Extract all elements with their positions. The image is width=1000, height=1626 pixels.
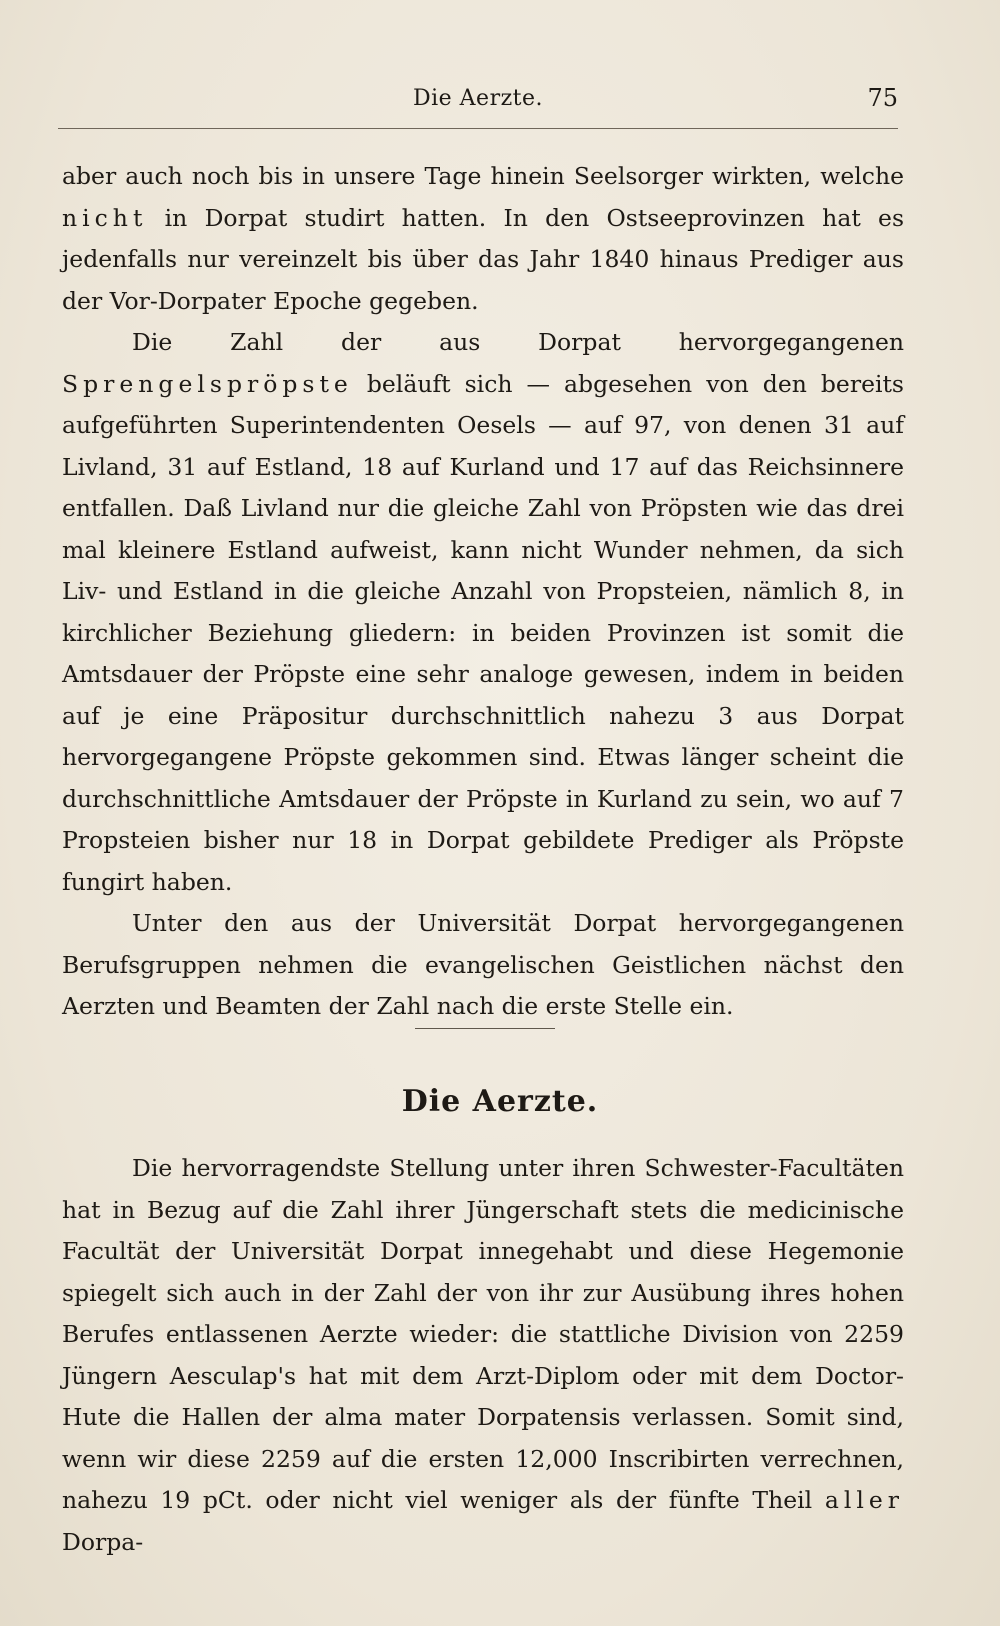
emphasis-spaced: aller	[824, 1486, 904, 1514]
section-divider	[415, 1028, 555, 1029]
text-run: Die Zahl der aus Dorpat hervorgegangenen	[132, 328, 904, 356]
text-run: in Dorpat studirt hatten. In den Ostseeprovinzen hat es jedenfalls nur vereinzelt bis über das Jahr 1840 hinaus Prediger aus der Vor-Dorpater Epoche gegeben.	[62, 203, 904, 315]
text-run: beläuft sich — abgesehen von den bereits aufgeführten Superintendenten Oesels — auf 97, von denen 31 auf Livland, 31 auf Estland, 18 auf Kurland und 17 auf das Reichsinnere entfallen. Daß Livland nur die gleiche Zahl von Pröpsten wie das drei mal kleinere Estland aufweist, kann nicht Wunder nehmen, da sich Liv- und Estland in die gleiche Anzahl von Propsteien, nämlich 8, in kirchlicher Beziehung gliedern: in beiden Provinzen ist somit die Amtsdauer der Pröpste eine sehr analoge gewesen, indem in beiden auf je eine Präpositur durchschnittlich nahezu 3 aus Dorpat hervorgegangene Pröpste gekommen sind. Etwas länger scheint die durchschnittliche Amtsdauer der Pröpste in Kurland zu sein, wo auf 7 Propsteien bisher nur 18 in Dorpat gebildete Prediger als Pröpste fungirt haben.	[62, 369, 904, 896]
paragraph	[62, 322, 904, 903]
emphasis-spaced: nicht	[62, 203, 148, 232]
section-heading: Die Aerzte.	[401, 1084, 599, 1119]
text-block-clergy	[62, 156, 904, 1028]
text-block-physicians	[62, 1148, 904, 1563]
text-run: aber auch noch bis in unsere Tage hinein Seelsorger wirkten, welche	[62, 162, 904, 190]
page-number: 75	[867, 84, 898, 112]
running-title: Die Aerzte.	[412, 86, 544, 111]
header-rule	[58, 128, 898, 129]
text-run: Dorpa-	[62, 1527, 144, 1556]
running-head	[58, 82, 898, 118]
paragraph	[62, 1148, 904, 1563]
paragraph	[62, 156, 904, 322]
emphasis-spaced: Sprengelspröpste	[62, 369, 353, 398]
paragraph: Unter den aus der Universität Dorpat hervorgegangenen Berufsgruppen nehmen die evangelischen Geistlichen nächst den Aerzten und Beamten der Zahl nach die erste Stelle ein.	[62, 909, 904, 1020]
text-run: Die hervorragendste Stellung unter ihren Schwester-Facultäten hat in Bezug auf die Zahl ihrer Jüngerschaft stets die medicinische Facultät der Universität Dorpat innegehabt und diese Hegemonie spiegelt sich auch in der Zahl der von ihr zur Ausübung ihres hohen Berufes entlassenen Aerzte wieder: die stattliche Division von 2259 Jüngern Aesculap's hat mit dem Arzt-Diplom oder mit dem Doctor-Hute die Hallen der alma mater Dorpatensis verlassen. Somit sind, wenn wir diese 2259 auf die ersten 12,000 Inscribirten verrechnen, nahezu 19 pCt. oder nicht viel weniger als der fünfte Theil	[62, 1154, 904, 1514]
